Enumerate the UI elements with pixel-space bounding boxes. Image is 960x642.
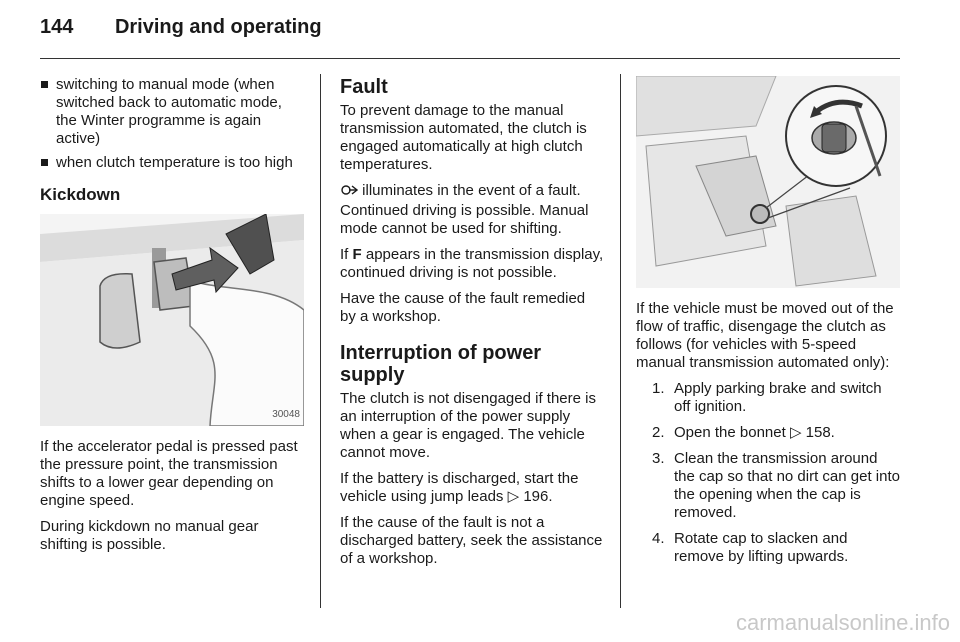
list-item [636, 380, 900, 416]
power-supply-heading: Interruption of power supply [340, 342, 542, 386]
fault-p3-rest: appears in the transmission display, continued driving is not possible. [340, 246, 604, 281]
step-number: 4. [652, 530, 665, 547]
fault-paragraph-4: Have the cause of the fault remedied by a workshop. [340, 290, 586, 325]
page-header [40, 16, 322, 39]
fault-p3-lead: If [340, 246, 349, 263]
kickdown-figure [40, 214, 304, 426]
power-paragraph-2 [340, 470, 604, 506]
kickdown-heading: Kickdown [40, 185, 121, 204]
list-item [636, 530, 900, 566]
list-item: switching to manual mode (when switched back to automatic mode, the Winter programme is again active) [40, 76, 306, 148]
jump-leads-page-link[interactable]: 196. [523, 488, 553, 505]
tow-intro-paragraph: If the vehicle must be moved out of the flow of traffic, disengage the clutch as follows (for vehicles with 5-speed manual transmission automated only): [636, 300, 894, 371]
fault-heading: Fault [340, 76, 388, 98]
transmission-cap-figure [636, 76, 900, 288]
step-text: Clean the transmission around the cap so that no dirt can get into the opening when the cap is removed. [674, 450, 900, 521]
fault-paragraph-1: To prevent damage to the manual transmission automated, the clutch is engaged automatically at high clutch temperatures. [340, 102, 587, 173]
step-text: Rotate cap to slacken and remove by lifting upwards. [674, 530, 849, 565]
fault-paragraph-2 [340, 182, 604, 238]
column-1 [40, 76, 306, 562]
kickdown-paragraph-2: During kickdown no manual gear shifting is possible. [40, 518, 259, 553]
step-text: Apply parking brake and switch off ignition. [674, 380, 882, 415]
list-item: when clutch temperature is too high [40, 154, 306, 172]
power-p2-text: If the battery is discharged, start the vehicle using jump leads [340, 470, 579, 505]
kickdown-paragraph-1: If the accelerator pedal is pressed past the pressure point, the transmission shifts to a lower gear depending on engine speed. [40, 438, 298, 509]
header-rule [40, 58, 900, 59]
step-number: 3. [652, 450, 665, 467]
column-2 [340, 76, 604, 576]
page-number: 144 [40, 16, 74, 38]
transmission-wrench-icon [340, 183, 358, 202]
list-item [636, 424, 900, 442]
engine-bay-illustration [636, 76, 900, 288]
fault-paragraph-2-text: illuminates in the event of a fault. Continued driving is possible. Manual mode cannot be used for shifting. [340, 182, 589, 237]
column-3 [636, 76, 900, 574]
pedal-illustration [40, 214, 304, 426]
bonnet-page-link[interactable]: 158. [805, 424, 835, 441]
column-divider-2 [620, 74, 621, 608]
reference-triangle-icon[interactable]: ▷ [789, 424, 802, 441]
figure-number: 30048 [272, 409, 300, 420]
column-divider-1 [320, 74, 321, 608]
list-item [636, 450, 900, 522]
reference-triangle-icon[interactable]: ▷ [507, 488, 520, 505]
power-paragraph-3: If the cause of the fault is not a discharged battery, seek the assistance of a workshop. [340, 514, 603, 567]
procedure-steps [636, 380, 900, 566]
fault-paragraph-3 [340, 246, 604, 282]
step-number: 2. [652, 424, 665, 441]
transmission-display-letter: F [352, 246, 362, 263]
power-paragraph-1: The clutch is not disengaged if there is an interruption of the power supply when a gear is engaged. The vehicle cannot move. [340, 390, 596, 461]
watermark: carmanualsonline.info [735, 610, 950, 635]
bullet-list [40, 76, 306, 172]
step-text: Open the bonnet [674, 424, 786, 441]
page-title: Driving and operating [114, 16, 322, 38]
step-number: 1. [652, 380, 665, 397]
